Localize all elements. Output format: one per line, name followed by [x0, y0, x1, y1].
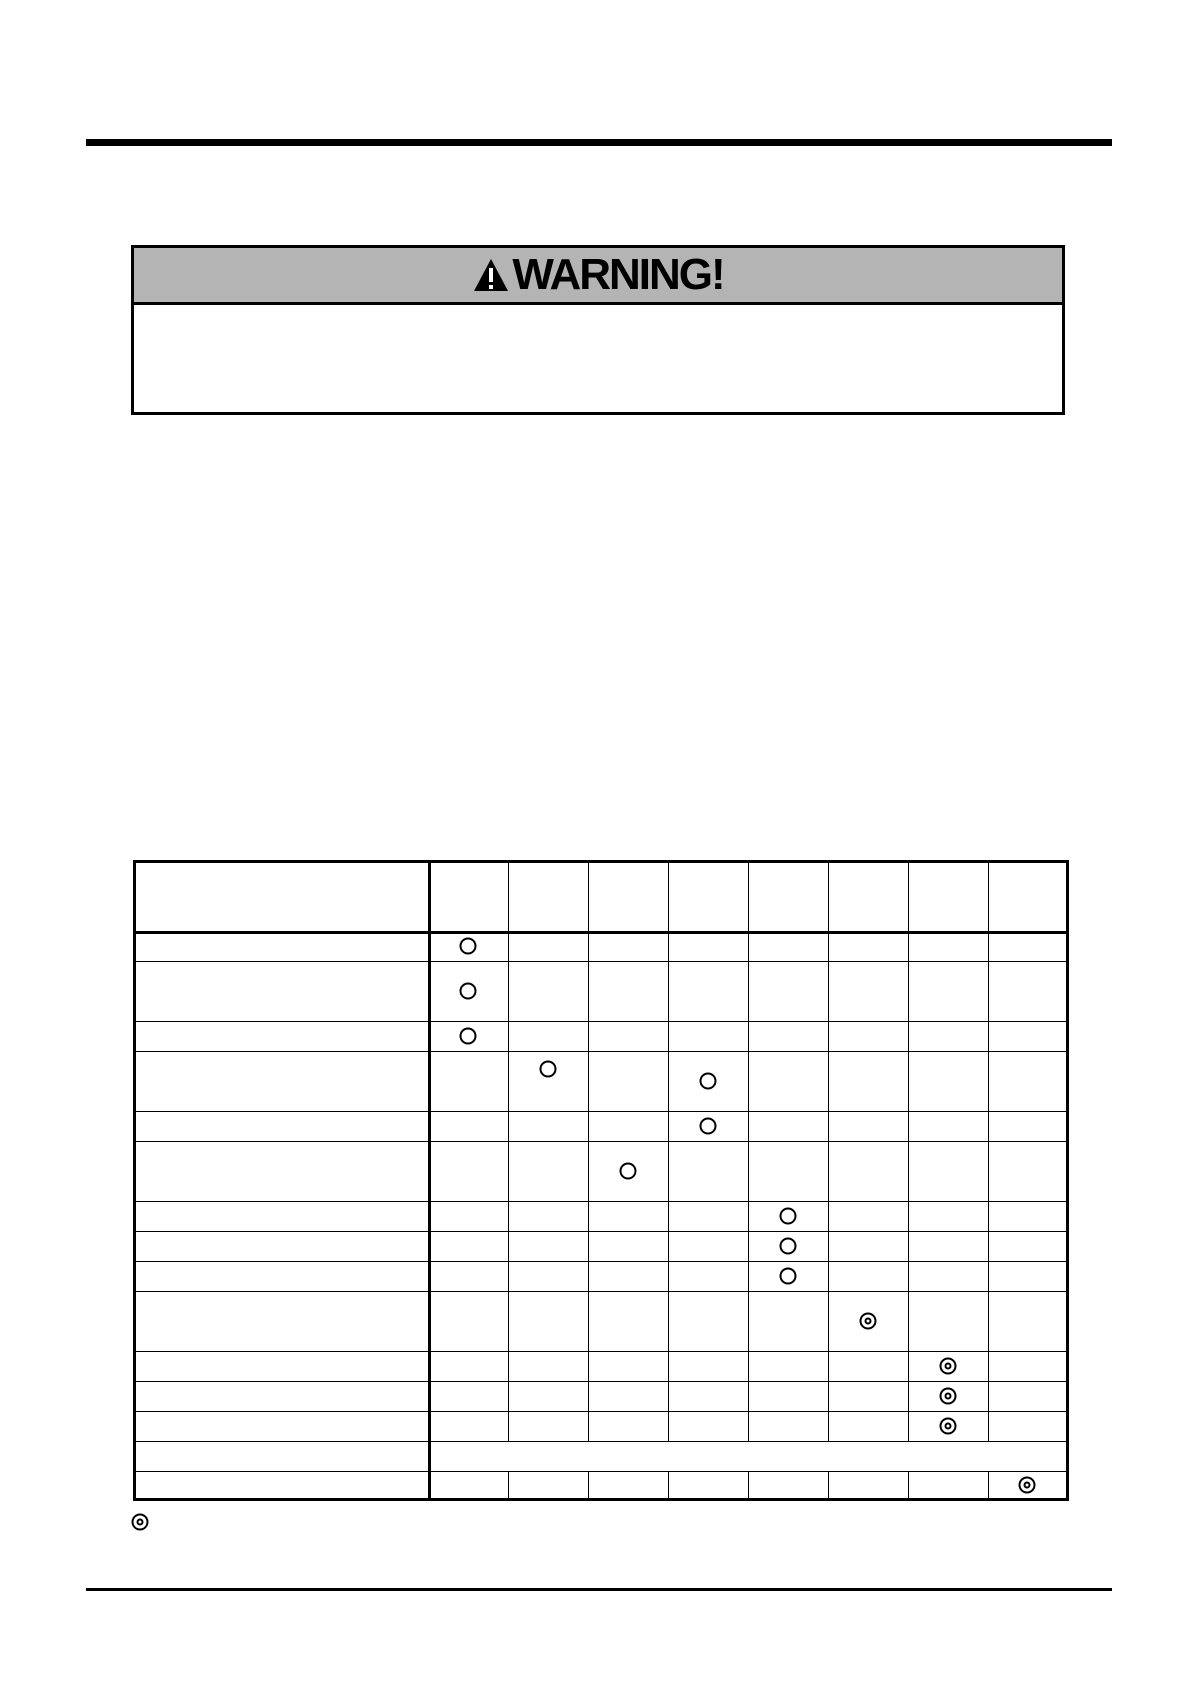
grid-column-line [668, 1471, 669, 1498]
grid-row-line [136, 1411, 1066, 1412]
grid-column-line [428, 863, 431, 1498]
double-circle-icon [940, 1358, 957, 1375]
circle-icon [700, 1118, 717, 1135]
circle-icon [780, 1208, 797, 1225]
grid-column-line [508, 863, 509, 1441]
grid-row-line [136, 1141, 1066, 1142]
double-circle-icon [860, 1313, 877, 1330]
circle-icon [700, 1073, 717, 1090]
warning-box [131, 245, 1065, 415]
grid-row-line [136, 1021, 1066, 1022]
grid-column-line [668, 863, 669, 1441]
grid-column-line [988, 863, 989, 1441]
circle-icon [780, 1268, 797, 1285]
double-circle-icon [1019, 1476, 1036, 1493]
grid-column-line [748, 863, 749, 1441]
grid-row-line [136, 1231, 1066, 1232]
grid-row-line [136, 961, 1066, 962]
grid-row-line [136, 1051, 1066, 1052]
grid-column-line [908, 863, 909, 1441]
grid-row-line [136, 931, 1066, 934]
circle-icon [460, 938, 477, 955]
bottom-rule [86, 1588, 1112, 1591]
top-rule [86, 139, 1112, 146]
grid-row-line [136, 1471, 1066, 1472]
grid-row-line [136, 1111, 1066, 1112]
grid-row-line [136, 1351, 1066, 1352]
warning-header [134, 248, 1062, 305]
grid-row-line [136, 1291, 1066, 1292]
grid-row-line [136, 1201, 1066, 1202]
circle-icon [780, 1238, 797, 1255]
circle-icon [460, 983, 477, 1000]
grid-column-line [588, 1471, 589, 1498]
warning-triangle-icon [472, 257, 510, 293]
grid-column-line [828, 1471, 829, 1498]
grid-column-line [988, 1471, 989, 1498]
legend-double-circle-icon [132, 1514, 149, 1531]
grid-row-line [136, 1381, 1066, 1382]
circle-icon [460, 1028, 477, 1045]
grid-column-line [908, 1471, 909, 1498]
grid-column-line [588, 863, 589, 1441]
grid-column-line [828, 863, 829, 1441]
grid-column-line [508, 1471, 509, 1498]
double-circle-icon [940, 1388, 957, 1405]
grid-column-line [748, 1471, 749, 1498]
circle-icon [540, 1061, 557, 1078]
grid-row-line [136, 1261, 1066, 1262]
maintenance-grid [133, 860, 1069, 1501]
double-circle-icon [940, 1418, 957, 1435]
warning-title: WARNING! [512, 250, 724, 299]
circle-icon [620, 1163, 637, 1180]
grid-row-line [136, 1441, 1066, 1442]
